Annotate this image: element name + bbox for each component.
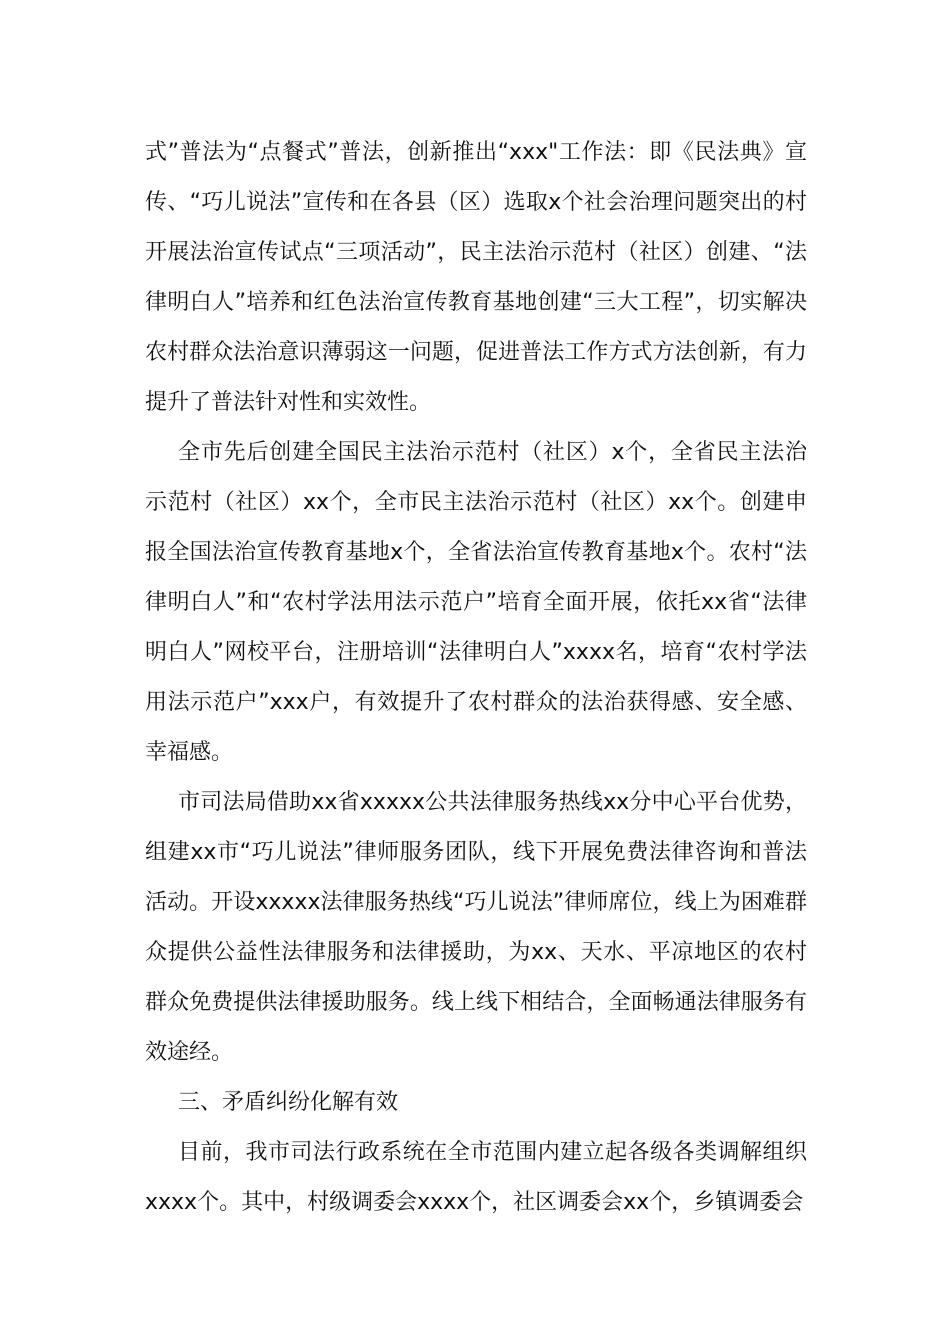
- paragraph-mediation-organizations: 目前，我市司法行政系统在全市范围内建立起各级各类调解组织xxxx个。其中，村级调委会xxxx个，社区调委会xx个，乡镇调委会: [145, 1140, 807, 1215]
- paragraph-legal-hotline: 市司法局借助xx省xxxxx公共法律服务热线xx分中心平台优势，组建xx市“巧儿说法”律师服务团队，线下开展免费法律咨询和普法活动。开设xxxxx法律服务热线“巧儿说法”律师席位，线上为困难群众提供公益性法律服务和法律援助，为xx、天水、平凉地区的农村群众免费提供法律援助服务。线上线下相结合，全面畅通法律服务有效途经。: [145, 790, 807, 1065]
- paragraph-continued-intro: 式”普法为“点餐式”普法，创新推出“xxx"工作法：即《民法典》宣传、“巧儿说法”宣传和在各县（区）选取x个社会治理问题突出的村开展法治宣传试点“三项活动”，民主法治示范村（社区）创建、“法律明白人”培养和红色法治宣传教育基地创建“三大工程”，切实解决农村群众法治意识薄弱这一问题，促进普法工作方式方法创新，有力提升了普法针对性和实效性。: [145, 140, 807, 415]
- document-body: [145, 128, 807, 1228]
- section-heading: 三、矛盾纠纷化解有效: [178, 1090, 399, 1115]
- paragraph-demonstration-villages: 全市先后创建全国民主法治示范村（社区）x个，全省民主法治示范村（社区）xx个，全市民主法治示范村（社区）xx个。创建申报全国法治宣传教育基地x个，全省法治宣传教育基地x个。农村“法律明白人”和“农村学法用法示范户”培育全面开展，依托xx省“法律明白人”网校平台，注册培训“法律明白人”xxxx名，培育“农村学法用法示范户”xxx户，有效提升了农村群众的法治获得感、安全感、幸福感。: [145, 440, 807, 765]
